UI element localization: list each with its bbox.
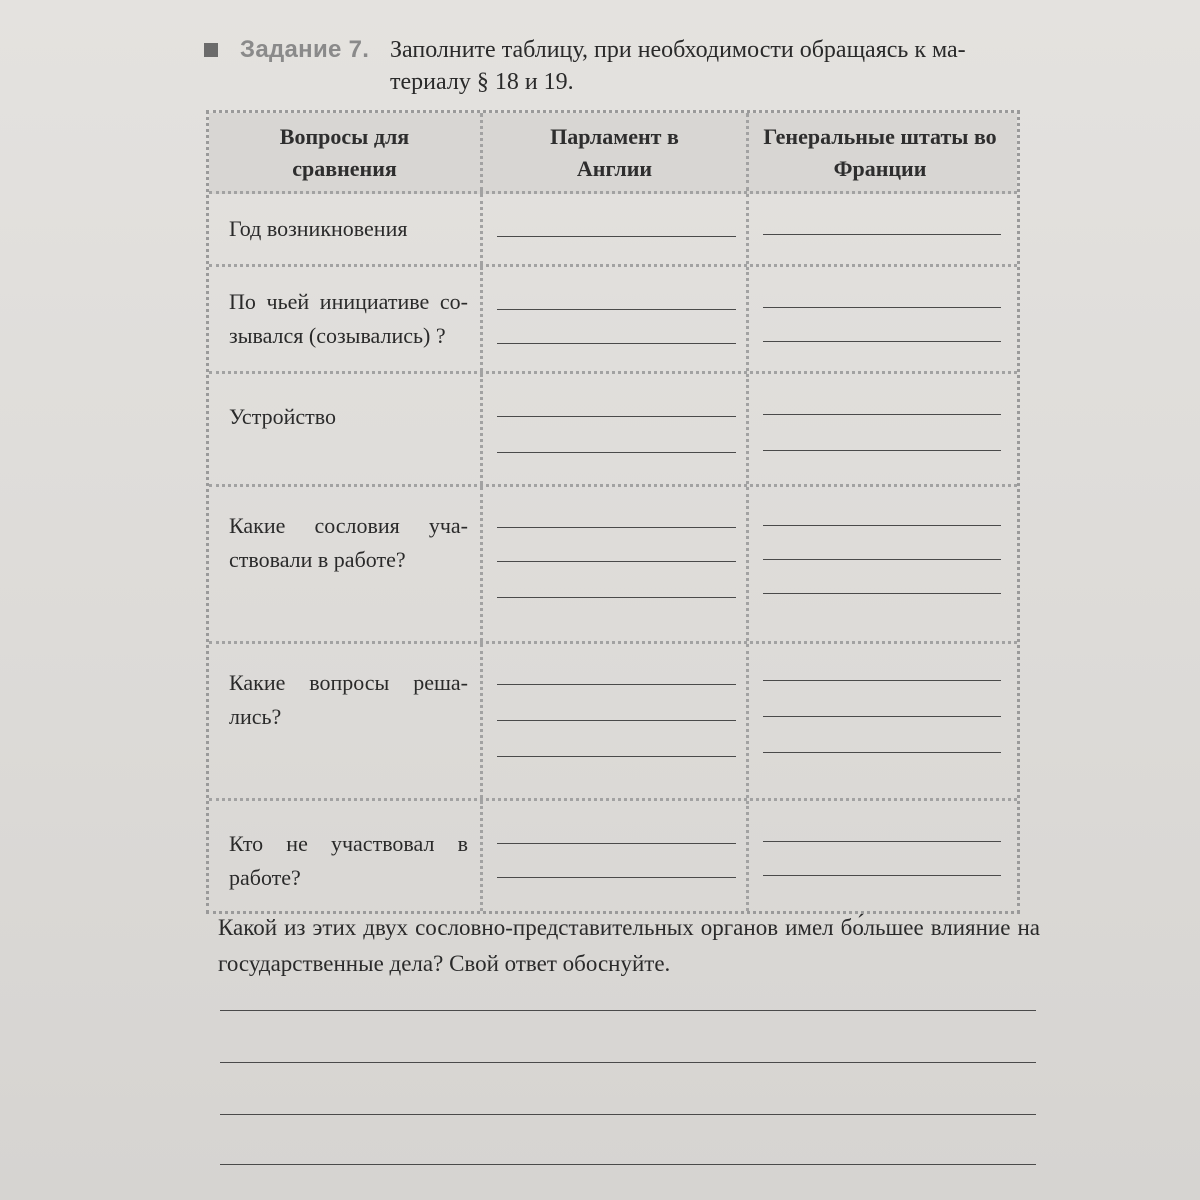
header-england-text: Парламент в Англии (550, 124, 679, 181)
blank-line[interactable] (763, 593, 1001, 594)
answer-line[interactable] (220, 1062, 1036, 1063)
table-row (209, 801, 1017, 911)
question-text: Устройство (229, 404, 336, 429)
table-row (209, 644, 1017, 801)
blank-line[interactable] (763, 414, 1001, 415)
answer-cell-england[interactable] (483, 644, 749, 798)
blank-line[interactable] (497, 720, 736, 721)
task-instruction-line1: Заполните таблицу, при необходимости обращаясь к ма- (390, 37, 966, 63)
blank-line[interactable] (497, 416, 736, 417)
header-questions (209, 113, 483, 191)
answer-line[interactable] (220, 1164, 1036, 1165)
answer-cell-england[interactable] (483, 801, 749, 911)
answer-line[interactable] (220, 1114, 1036, 1115)
comparison-table (206, 110, 1020, 914)
header-england (483, 113, 749, 191)
question-cell (209, 267, 483, 371)
question-cell (209, 644, 483, 798)
blank-line[interactable] (763, 875, 1001, 876)
blank-line[interactable] (763, 752, 1001, 753)
answer-cell-england[interactable] (483, 194, 749, 264)
blank-line[interactable] (497, 597, 736, 598)
answer-line[interactable] (220, 1010, 1036, 1011)
blank-line[interactable] (763, 841, 1001, 842)
blank-line[interactable] (763, 716, 1001, 717)
header-questions-text: Вопросы для сравнения (279, 124, 410, 181)
answer-cell-france[interactable] (749, 267, 1011, 371)
table-row (209, 374, 1017, 487)
blank-line[interactable] (497, 452, 736, 453)
answer-cell-england[interactable] (483, 487, 749, 641)
blank-line[interactable] (497, 684, 736, 685)
answer-cell-france[interactable] (749, 644, 1011, 798)
blank-line[interactable] (497, 236, 736, 237)
question-text: Какие вопросы реша-лись? (229, 670, 468, 729)
blank-line[interactable] (763, 680, 1001, 681)
question-cell (209, 801, 483, 911)
question-text: Какие сословия уча-ствовали в работе? (229, 513, 468, 572)
task-instruction-line2: териалу § 18 и 19. (390, 69, 574, 95)
table-row (209, 194, 1017, 267)
question-text: Кто не участвовал в работе? (229, 831, 468, 890)
answer-cell-france[interactable] (749, 487, 1011, 641)
blank-line[interactable] (497, 527, 736, 528)
blank-line[interactable] (497, 561, 736, 562)
bottom-question: Какой из этих двух сословно-представительных органов имел бо́льшее влияние на государственные дела? Свой ответ обоснуйте. (218, 915, 1040, 976)
answer-cell-england[interactable] (483, 267, 749, 371)
table-row (209, 487, 1017, 644)
blank-line[interactable] (763, 559, 1001, 560)
square-bullet-icon (204, 43, 218, 57)
blank-line[interactable] (497, 877, 736, 878)
question-text: Год возникновения (229, 216, 408, 241)
question-cell (209, 194, 483, 264)
blank-line[interactable] (763, 525, 1001, 526)
blank-line[interactable] (763, 307, 1001, 308)
blank-line[interactable] (763, 450, 1001, 451)
table-row (209, 267, 1017, 374)
blank-line[interactable] (763, 341, 1001, 342)
question-text: По чьей инициативе со-зывался (созывались) ? (229, 289, 468, 348)
blank-line[interactable] (497, 843, 736, 844)
blank-line[interactable] (497, 343, 736, 344)
answer-cell-england[interactable] (483, 374, 749, 484)
answer-cell-france[interactable] (749, 374, 1011, 484)
answer-cell-france[interactable] (749, 194, 1011, 264)
question-cell (209, 487, 483, 641)
question-cell (209, 374, 483, 484)
blank-line[interactable] (763, 234, 1001, 235)
blank-line[interactable] (497, 756, 736, 757)
header-france (749, 113, 1011, 191)
answer-cell-france[interactable] (749, 801, 1011, 911)
table-header-row (209, 113, 1017, 194)
blank-line[interactable] (497, 309, 736, 310)
header-france-text: Генеральные штаты во Франции (763, 124, 997, 181)
task-label: Задание 7. (240, 36, 370, 63)
